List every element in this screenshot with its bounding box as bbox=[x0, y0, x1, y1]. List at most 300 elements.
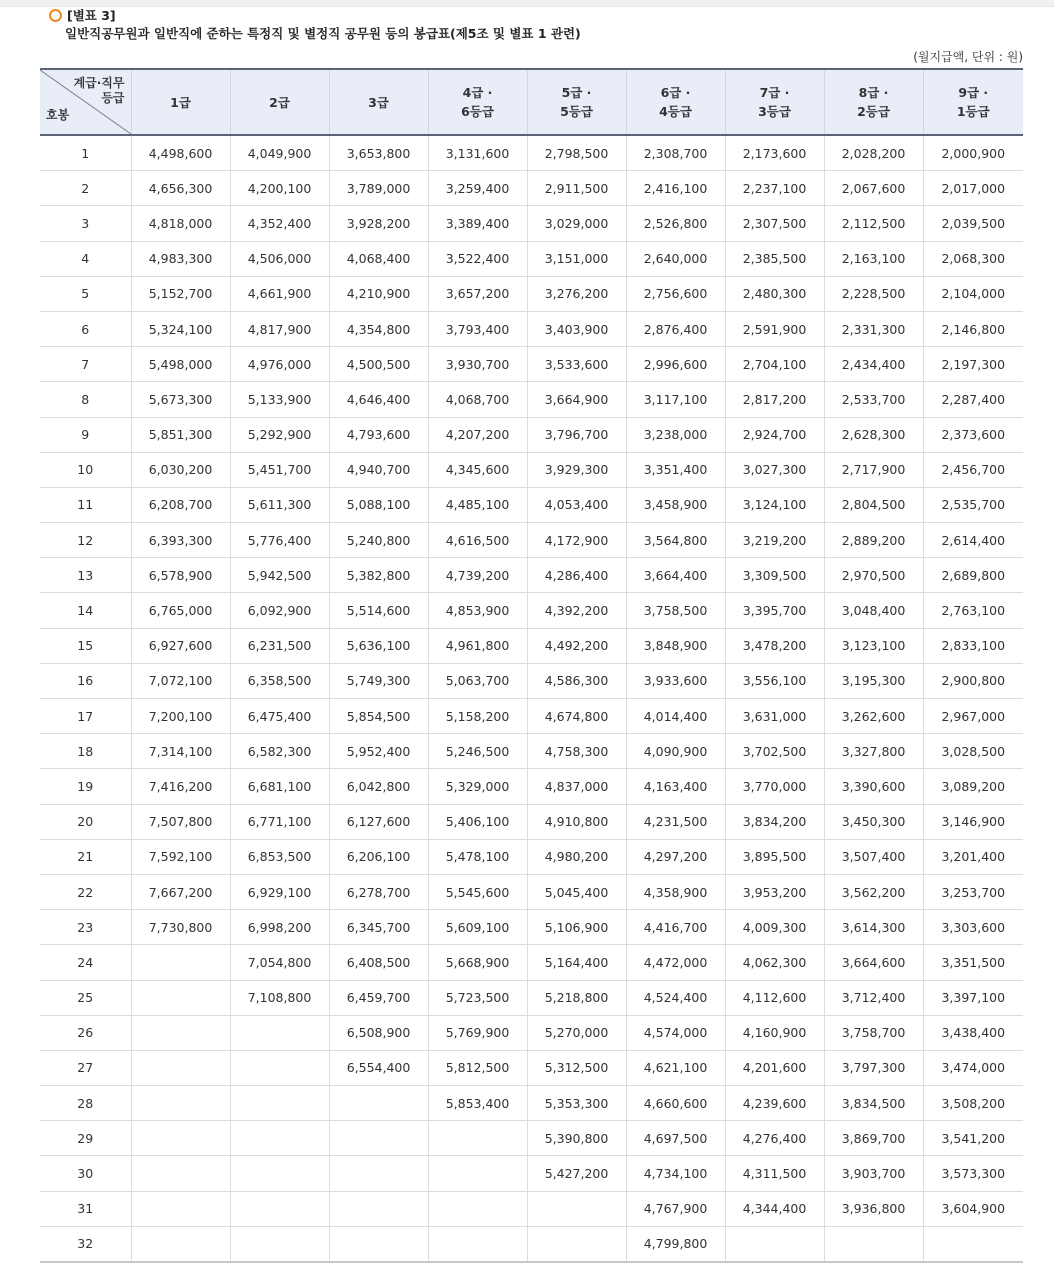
top-divider bbox=[0, 0, 1054, 7]
salary-cell: 4,656,300 bbox=[131, 171, 230, 206]
column-header-line2: 6등급 bbox=[461, 104, 494, 119]
salary-cell bbox=[131, 945, 230, 980]
salary-cell: 4,621,100 bbox=[626, 1050, 725, 1085]
salary-cell: 3,614,300 bbox=[824, 910, 923, 945]
step-cell: 15 bbox=[40, 628, 131, 663]
table-row bbox=[40, 206, 1023, 241]
salary-cell: 6,345,700 bbox=[329, 910, 428, 945]
salary-cell: 7,730,800 bbox=[131, 910, 230, 945]
salary-cell: 4,062,300 bbox=[725, 945, 824, 980]
salary-cell: 5,636,100 bbox=[329, 628, 428, 663]
salary-cell: 3,507,400 bbox=[824, 839, 923, 874]
salary-cell: 4,352,400 bbox=[230, 206, 329, 241]
column-header-line2: 2등급 bbox=[857, 104, 890, 119]
salary-cell: 7,667,200 bbox=[131, 874, 230, 909]
table-row bbox=[40, 311, 1023, 346]
salary-cell: 6,998,200 bbox=[230, 910, 329, 945]
salary-cell: 4,910,800 bbox=[527, 804, 626, 839]
salary-cell: 5,853,400 bbox=[428, 1086, 527, 1121]
salary-cell: 2,889,200 bbox=[824, 523, 923, 558]
salary-cell: 2,876,400 bbox=[626, 311, 725, 346]
salary-cell: 7,592,100 bbox=[131, 839, 230, 874]
salary-cell: 3,351,500 bbox=[923, 945, 1023, 980]
salary-cell: 2,817,200 bbox=[725, 382, 824, 417]
salary-cell: 3,397,100 bbox=[923, 980, 1023, 1015]
table-row bbox=[40, 171, 1023, 206]
step-cell: 21 bbox=[40, 839, 131, 874]
salary-cell: 2,163,100 bbox=[824, 241, 923, 276]
salary-cell: 3,702,500 bbox=[725, 734, 824, 769]
salary-cell: 3,327,800 bbox=[824, 734, 923, 769]
salary-cell bbox=[329, 1121, 428, 1156]
salary-cell: 4,049,900 bbox=[230, 135, 329, 171]
salary-cell: 3,195,300 bbox=[824, 663, 923, 698]
salary-cell: 4,210,900 bbox=[329, 276, 428, 311]
salary-cell: 5,312,500 bbox=[527, 1050, 626, 1085]
salary-cell: 4,661,900 bbox=[230, 276, 329, 311]
salary-cell: 5,668,900 bbox=[428, 945, 527, 980]
table-row bbox=[40, 276, 1023, 311]
corner-step-label: 호봉 bbox=[46, 108, 70, 122]
salary-cell: 4,980,200 bbox=[527, 839, 626, 874]
table-row bbox=[40, 910, 1023, 945]
salary-cell: 2,628,300 bbox=[824, 417, 923, 452]
salary-cell: 5,292,900 bbox=[230, 417, 329, 452]
salary-cell: 2,900,800 bbox=[923, 663, 1023, 698]
salary-cell: 6,231,500 bbox=[230, 628, 329, 663]
salary-cell bbox=[230, 1226, 329, 1262]
salary-cell: 2,104,000 bbox=[923, 276, 1023, 311]
table-row bbox=[40, 1226, 1023, 1262]
step-cell: 9 bbox=[40, 417, 131, 452]
bullet-circle-icon bbox=[49, 9, 62, 22]
salary-table bbox=[40, 68, 1023, 1263]
salary-cell: 5,270,000 bbox=[527, 1015, 626, 1050]
salary-cell: 6,554,400 bbox=[329, 1050, 428, 1085]
salary-cell bbox=[131, 1050, 230, 1085]
salary-cell bbox=[230, 1191, 329, 1226]
salary-cell: 3,390,600 bbox=[824, 769, 923, 804]
step-cell: 29 bbox=[40, 1121, 131, 1156]
salary-cell: 2,067,600 bbox=[824, 171, 923, 206]
step-cell: 23 bbox=[40, 910, 131, 945]
salary-cell: 3,027,300 bbox=[725, 452, 824, 487]
column-header bbox=[329, 69, 428, 135]
salary-cell: 3,201,400 bbox=[923, 839, 1023, 874]
salary-cell: 4,472,000 bbox=[626, 945, 725, 980]
salary-cell: 3,253,700 bbox=[923, 874, 1023, 909]
salary-cell: 3,664,400 bbox=[626, 558, 725, 593]
salary-cell: 3,474,000 bbox=[923, 1050, 1023, 1085]
salary-cell: 2,112,500 bbox=[824, 206, 923, 241]
salary-cell: 2,385,500 bbox=[725, 241, 824, 276]
salary-cell: 3,564,800 bbox=[626, 523, 725, 558]
salary-cell: 3,131,600 bbox=[428, 135, 527, 171]
salary-cell: 4,697,500 bbox=[626, 1121, 725, 1156]
salary-cell: 5,769,900 bbox=[428, 1015, 527, 1050]
salary-cell: 5,152,700 bbox=[131, 276, 230, 311]
salary-cell: 2,967,000 bbox=[923, 699, 1023, 734]
salary-cell: 2,028,200 bbox=[824, 135, 923, 171]
salary-cell: 4,286,400 bbox=[527, 558, 626, 593]
salary-cell: 4,574,000 bbox=[626, 1015, 725, 1050]
salary-cell: 3,793,400 bbox=[428, 311, 527, 346]
salary-cell bbox=[230, 1015, 329, 1050]
salary-cell: 2,068,300 bbox=[923, 241, 1023, 276]
salary-cell: 2,833,100 bbox=[923, 628, 1023, 663]
salary-cell: 4,068,700 bbox=[428, 382, 527, 417]
salary-cell: 4,646,400 bbox=[329, 382, 428, 417]
salary-cell: 3,089,200 bbox=[923, 769, 1023, 804]
salary-cell: 5,498,000 bbox=[131, 347, 230, 382]
salary-cell: 4,506,000 bbox=[230, 241, 329, 276]
salary-cell bbox=[131, 1191, 230, 1226]
salary-cell: 5,382,800 bbox=[329, 558, 428, 593]
salary-cell bbox=[527, 1191, 626, 1226]
salary-cell: 3,796,700 bbox=[527, 417, 626, 452]
table-row bbox=[40, 1191, 1023, 1226]
salary-cell: 6,358,500 bbox=[230, 663, 329, 698]
salary-cell: 3,573,300 bbox=[923, 1156, 1023, 1191]
salary-cell: 4,200,100 bbox=[230, 171, 329, 206]
step-cell: 32 bbox=[40, 1226, 131, 1262]
salary-cell: 3,604,900 bbox=[923, 1191, 1023, 1226]
salary-cell: 5,406,100 bbox=[428, 804, 527, 839]
salary-cell bbox=[131, 1015, 230, 1050]
step-cell: 27 bbox=[40, 1050, 131, 1085]
salary-cell: 3,533,600 bbox=[527, 347, 626, 382]
salary-cell: 3,562,200 bbox=[824, 874, 923, 909]
salary-cell: 3,124,100 bbox=[725, 487, 824, 522]
salary-cell: 4,014,400 bbox=[626, 699, 725, 734]
salary-cell: 5,063,700 bbox=[428, 663, 527, 698]
column-header bbox=[626, 69, 725, 135]
salary-cell: 4,231,500 bbox=[626, 804, 725, 839]
salary-cell: 2,237,100 bbox=[725, 171, 824, 206]
table-row bbox=[40, 663, 1023, 698]
step-cell: 30 bbox=[40, 1156, 131, 1191]
salary-cell: 5,749,300 bbox=[329, 663, 428, 698]
table-row bbox=[40, 523, 1023, 558]
salary-cell: 5,164,400 bbox=[527, 945, 626, 980]
salary-cell: 4,940,700 bbox=[329, 452, 428, 487]
column-header-line1: 9급 · bbox=[958, 85, 989, 100]
salary-cell: 2,373,600 bbox=[923, 417, 1023, 452]
salary-cell: 3,895,500 bbox=[725, 839, 824, 874]
salary-cell: 2,416,100 bbox=[626, 171, 725, 206]
column-header-line1: 2급 bbox=[269, 94, 290, 110]
column-header-line2: 3등급 bbox=[758, 104, 791, 119]
step-cell: 13 bbox=[40, 558, 131, 593]
salary-cell bbox=[329, 1226, 428, 1262]
salary-cell: 3,758,700 bbox=[824, 1015, 923, 1050]
salary-cell: 2,287,400 bbox=[923, 382, 1023, 417]
table-row bbox=[40, 769, 1023, 804]
salary-cell: 4,793,600 bbox=[329, 417, 428, 452]
salary-cell: 4,112,600 bbox=[725, 980, 824, 1015]
salary-cell bbox=[131, 1226, 230, 1262]
step-cell: 19 bbox=[40, 769, 131, 804]
corner-header bbox=[40, 69, 131, 135]
salary-cell bbox=[428, 1156, 527, 1191]
salary-cell: 4,492,200 bbox=[527, 628, 626, 663]
salary-cell: 3,151,000 bbox=[527, 241, 626, 276]
salary-cell bbox=[527, 1226, 626, 1262]
salary-cell: 2,911,500 bbox=[527, 171, 626, 206]
salary-cell: 4,818,000 bbox=[131, 206, 230, 241]
salary-cell: 3,438,400 bbox=[923, 1015, 1023, 1050]
salary-cell: 3,117,100 bbox=[626, 382, 725, 417]
salary-cell: 3,930,700 bbox=[428, 347, 527, 382]
salary-cell: 4,392,200 bbox=[527, 593, 626, 628]
salary-cell: 2,689,800 bbox=[923, 558, 1023, 593]
salary-cell: 5,673,300 bbox=[131, 382, 230, 417]
salary-cell: 4,524,400 bbox=[626, 980, 725, 1015]
salary-cell: 3,028,500 bbox=[923, 734, 1023, 769]
salary-cell: 6,475,400 bbox=[230, 699, 329, 734]
salary-cell: 2,197,300 bbox=[923, 347, 1023, 382]
step-cell: 10 bbox=[40, 452, 131, 487]
table-row bbox=[40, 241, 1023, 276]
salary-cell: 2,331,300 bbox=[824, 311, 923, 346]
salary-cell: 3,834,500 bbox=[824, 1086, 923, 1121]
salary-cell: 2,017,000 bbox=[923, 171, 1023, 206]
table-row bbox=[40, 417, 1023, 452]
salary-cell: 4,172,900 bbox=[527, 523, 626, 558]
column-header bbox=[131, 69, 230, 135]
salary-cell: 4,976,000 bbox=[230, 347, 329, 382]
column-header bbox=[725, 69, 824, 135]
step-cell: 7 bbox=[40, 347, 131, 382]
salary-cell: 4,354,800 bbox=[329, 311, 428, 346]
step-cell: 5 bbox=[40, 276, 131, 311]
column-header-line1: 1급 bbox=[170, 94, 191, 110]
salary-cell: 6,578,900 bbox=[131, 558, 230, 593]
salary-cell: 4,207,200 bbox=[428, 417, 527, 452]
salary-cell: 3,403,900 bbox=[527, 311, 626, 346]
salary-cell: 3,458,900 bbox=[626, 487, 725, 522]
salary-cell: 2,798,500 bbox=[527, 135, 626, 171]
salary-cell: 5,390,800 bbox=[527, 1121, 626, 1156]
step-cell: 20 bbox=[40, 804, 131, 839]
salary-cell: 3,219,200 bbox=[725, 523, 824, 558]
salary-cell bbox=[923, 1226, 1023, 1262]
salary-cell: 3,933,600 bbox=[626, 663, 725, 698]
salary-cell: 6,508,900 bbox=[329, 1015, 428, 1050]
salary-cell bbox=[230, 1121, 329, 1156]
salary-cell: 2,307,500 bbox=[725, 206, 824, 241]
salary-cell: 3,664,600 bbox=[824, 945, 923, 980]
salary-cell: 3,657,200 bbox=[428, 276, 527, 311]
salary-cell: 4,660,600 bbox=[626, 1086, 725, 1121]
salary-cell: 3,834,200 bbox=[725, 804, 824, 839]
header-row bbox=[40, 69, 1023, 135]
salary-cell: 6,030,200 bbox=[131, 452, 230, 487]
salary-cell: 5,133,900 bbox=[230, 382, 329, 417]
table-row bbox=[40, 839, 1023, 874]
salary-cell: 6,929,100 bbox=[230, 874, 329, 909]
salary-cell: 3,389,400 bbox=[428, 206, 527, 241]
salary-cell: 3,797,300 bbox=[824, 1050, 923, 1085]
salary-cell: 2,456,700 bbox=[923, 452, 1023, 487]
column-header-line1: 8급 · bbox=[858, 85, 889, 100]
salary-cell: 4,767,900 bbox=[626, 1191, 725, 1226]
table-row bbox=[40, 628, 1023, 663]
salary-cell: 5,812,500 bbox=[428, 1050, 527, 1085]
column-header bbox=[527, 69, 626, 135]
step-cell: 2 bbox=[40, 171, 131, 206]
salary-cell: 5,776,400 bbox=[230, 523, 329, 558]
salary-cell: 6,853,500 bbox=[230, 839, 329, 874]
salary-cell: 4,837,000 bbox=[527, 769, 626, 804]
salary-cell: 5,609,100 bbox=[428, 910, 527, 945]
salary-cell: 4,616,500 bbox=[428, 523, 527, 558]
table-row bbox=[40, 1086, 1023, 1121]
table-row bbox=[40, 734, 1023, 769]
salary-cell: 3,450,300 bbox=[824, 804, 923, 839]
table-row bbox=[40, 487, 1023, 522]
table-row bbox=[40, 382, 1023, 417]
salary-cell bbox=[131, 980, 230, 1015]
salary-cell: 6,582,300 bbox=[230, 734, 329, 769]
salary-cell: 5,240,800 bbox=[329, 523, 428, 558]
step-cell: 18 bbox=[40, 734, 131, 769]
salary-cell: 3,309,500 bbox=[725, 558, 824, 593]
salary-cell: 3,848,900 bbox=[626, 628, 725, 663]
salary-cell: 4,358,900 bbox=[626, 874, 725, 909]
salary-cell: 4,009,300 bbox=[725, 910, 824, 945]
salary-cell bbox=[428, 1226, 527, 1262]
salary-cell: 5,106,900 bbox=[527, 910, 626, 945]
salary-cell: 2,146,800 bbox=[923, 311, 1023, 346]
salary-cell: 3,303,600 bbox=[923, 910, 1023, 945]
salary-cell: 3,259,400 bbox=[428, 171, 527, 206]
salary-cell: 5,611,300 bbox=[230, 487, 329, 522]
corner-grade-line1: 계급·직무 bbox=[73, 76, 125, 90]
salary-cell bbox=[131, 1121, 230, 1156]
salary-cell: 3,351,400 bbox=[626, 452, 725, 487]
salary-cell: 4,239,600 bbox=[725, 1086, 824, 1121]
salary-cell: 3,929,300 bbox=[527, 452, 626, 487]
step-cell: 3 bbox=[40, 206, 131, 241]
step-cell: 28 bbox=[40, 1086, 131, 1121]
step-cell: 24 bbox=[40, 945, 131, 980]
salary-cell: 2,804,500 bbox=[824, 487, 923, 522]
step-cell: 1 bbox=[40, 135, 131, 171]
salary-cell: 5,854,500 bbox=[329, 699, 428, 734]
salary-cell: 3,936,800 bbox=[824, 1191, 923, 1226]
salary-cell: 3,478,200 bbox=[725, 628, 824, 663]
step-cell: 16 bbox=[40, 663, 131, 698]
salary-cell bbox=[428, 1191, 527, 1226]
column-header-line1: 3급 bbox=[368, 94, 389, 110]
step-cell: 8 bbox=[40, 382, 131, 417]
salary-cell: 3,953,200 bbox=[725, 874, 824, 909]
salary-cell: 2,763,100 bbox=[923, 593, 1023, 628]
table-row bbox=[40, 699, 1023, 734]
salary-cell: 7,314,100 bbox=[131, 734, 230, 769]
salary-cell: 6,393,300 bbox=[131, 523, 230, 558]
table-body bbox=[40, 135, 1023, 1262]
salary-cell: 4,068,400 bbox=[329, 241, 428, 276]
salary-cell bbox=[230, 1086, 329, 1121]
salary-cell: 5,514,600 bbox=[329, 593, 428, 628]
salary-cell: 2,756,600 bbox=[626, 276, 725, 311]
table-row bbox=[40, 874, 1023, 909]
salary-cell: 3,758,500 bbox=[626, 593, 725, 628]
salary-cell: 3,712,400 bbox=[824, 980, 923, 1015]
salary-cell: 5,723,500 bbox=[428, 980, 527, 1015]
salary-cell bbox=[428, 1121, 527, 1156]
salary-cell: 3,869,700 bbox=[824, 1121, 923, 1156]
salary-cell: 3,238,000 bbox=[626, 417, 725, 452]
salary-cell: 5,451,700 bbox=[230, 452, 329, 487]
salary-cell: 5,353,300 bbox=[527, 1086, 626, 1121]
salary-cell: 5,851,300 bbox=[131, 417, 230, 452]
salary-cell bbox=[824, 1226, 923, 1262]
column-header-line1: 7급 · bbox=[759, 85, 790, 100]
salary-cell: 4,734,100 bbox=[626, 1156, 725, 1191]
salary-cell bbox=[329, 1191, 428, 1226]
salary-cell bbox=[230, 1156, 329, 1191]
salary-cell: 7,072,100 bbox=[131, 663, 230, 698]
salary-cell bbox=[131, 1156, 230, 1191]
salary-cell: 6,208,700 bbox=[131, 487, 230, 522]
salary-cell: 2,039,500 bbox=[923, 206, 1023, 241]
salary-cell: 6,927,600 bbox=[131, 628, 230, 663]
salary-cell: 3,123,100 bbox=[824, 628, 923, 663]
salary-cell: 4,498,600 bbox=[131, 135, 230, 171]
salary-cell: 3,556,100 bbox=[725, 663, 824, 698]
salary-cell: 5,952,400 bbox=[329, 734, 428, 769]
salary-cell: 4,163,400 bbox=[626, 769, 725, 804]
salary-cell: 6,459,700 bbox=[329, 980, 428, 1015]
salary-cell: 6,681,100 bbox=[230, 769, 329, 804]
column-header-line1: 4급 · bbox=[462, 85, 493, 100]
salary-cell: 3,770,000 bbox=[725, 769, 824, 804]
salary-cell: 5,218,800 bbox=[527, 980, 626, 1015]
table-row bbox=[40, 1015, 1023, 1050]
salary-cell: 3,029,000 bbox=[527, 206, 626, 241]
table-row bbox=[40, 558, 1023, 593]
unit-note: (월지급액, 단위 : 원) bbox=[913, 50, 1023, 64]
salary-cell: 6,408,500 bbox=[329, 945, 428, 980]
salary-cell: 2,614,400 bbox=[923, 523, 1023, 558]
section-title: [별표 3] bbox=[67, 8, 116, 23]
table-row bbox=[40, 1156, 1023, 1191]
salary-cell: 5,545,600 bbox=[428, 874, 527, 909]
salary-cell: 3,664,900 bbox=[527, 382, 626, 417]
salary-cell: 4,485,100 bbox=[428, 487, 527, 522]
salary-cell: 7,108,800 bbox=[230, 980, 329, 1015]
salary-cell: 5,478,100 bbox=[428, 839, 527, 874]
salary-cell: 2,996,600 bbox=[626, 347, 725, 382]
table-subtitle: 일반직공무원과 일반직에 준하는 특정직 및 별정직 공무원 등의 봉급표(제5조 및 별표 1 관련) bbox=[65, 26, 581, 41]
corner-grade-label bbox=[74, 76, 125, 106]
salary-cell: 5,158,200 bbox=[428, 699, 527, 734]
salary-cell: 4,961,800 bbox=[428, 628, 527, 663]
step-cell: 25 bbox=[40, 980, 131, 1015]
column-header-line1: 6급 · bbox=[660, 85, 691, 100]
salary-cell: 6,127,600 bbox=[329, 804, 428, 839]
salary-cell: 2,308,700 bbox=[626, 135, 725, 171]
step-cell: 14 bbox=[40, 593, 131, 628]
column-header bbox=[923, 69, 1023, 135]
salary-cell: 5,246,500 bbox=[428, 734, 527, 769]
step-cell: 26 bbox=[40, 1015, 131, 1050]
salary-cell: 5,942,500 bbox=[230, 558, 329, 593]
salary-cell: 3,541,200 bbox=[923, 1121, 1023, 1156]
